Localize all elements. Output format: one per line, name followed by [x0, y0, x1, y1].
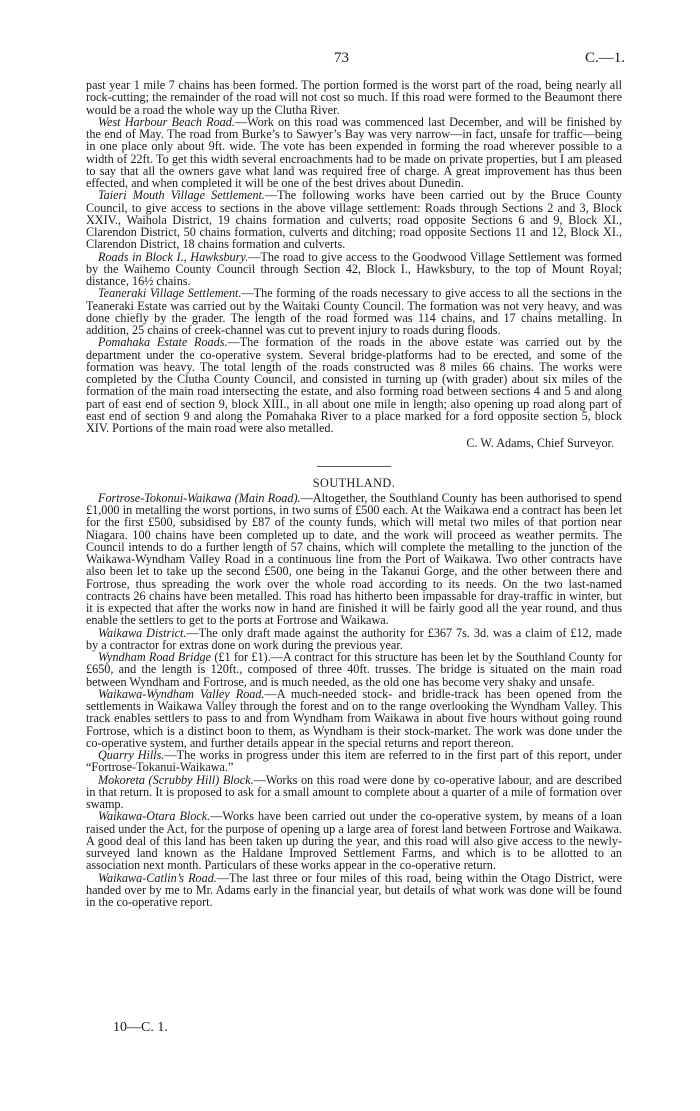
section-title: SOUTHLAND.	[312, 475, 396, 490]
paragraph-heading: West Harbour Beach Road.	[98, 114, 235, 129]
paragraph-heading: Waikawa-Otara Block.	[98, 809, 211, 824]
section-divider	[317, 466, 391, 467]
paragraph: Mokoreta (Scrubby Hill) Block.—Works on this road were done by co-operative labour, and are described in that return. It is proposed to ask for a small amount to complete about a quarter of a mile of formation over swamp.	[86, 772, 623, 811]
paragraph-heading: Taieri Mouth Village Settlement.	[98, 188, 265, 203]
paragraph: past year 1 mile 7 chains has been formed. The portion formed is the worst part of the road, being nearly all rock-cutting; the remainder of the road will not cost so much. If this road were formed to the Beaumont there would be a road the whole way up the Clutha River.	[86, 78, 622, 117]
page-body	[86, 79, 622, 908]
paragraph-heading: Mokoreta (Scrubby Hill) Block.	[98, 772, 254, 787]
paragraph-heading: Quarry Hills.	[98, 748, 165, 762]
paragraph-heading: Fortrose-Tokonui-Waikawa (Main Road).	[98, 490, 301, 505]
paragraph: Taieri Mouth Village Settlement.—The following works have been carried out by the Bruce County Council, to give access to sections in the above village settlement: Roads through Sections 2 and 3, Block XXIV., Waihola District, 19 chains formation and culverts; road opposite Sections 6 and 9, Block XI., Clarendon District, 50 chains formation, culverts and ditching; road opposite Sections 11 and 12, Block XI., Clarendon District, 18 chains formation and culverts.	[86, 188, 622, 252]
paragraph: Waikawa District.—The only draft made against the authority for £367 7s. 3d. was a claim of £12, made by a contractor for extras done on work during the previous year.	[86, 625, 623, 652]
paragraph-heading: Waikawa-Catlin’s Road.	[98, 870, 217, 885]
paragraph-heading: Waikawa District.	[98, 625, 187, 640]
paragraph: Fortrose-Tokonui-Waikawa (Main Road).—Altogether, the Southland County has been authorised to spend £1,000 in metalling the worst portions, in two sums of £500 each. At the Waikawa end a contract has been let for the first £500, subsidised by £87 of the county funds, which will metal two miles of that portion near Niagara. 100 chains have been completed up to date, and the work will proceed as weather permits. The Council intends to do a further length of 57 chains, which will complete the metalling to the junction of the Waikawa-Wyndham Valley Road in a continuous line from the Port of Waikawa. Two other contracts have also been let to take up the second £500, one being in the Takanui Gorge, and the other between there and Fortrose, thus spreading the work over the whole road according to its needs. On the two last-named contracts 26 chains have been metalled. This road has hitherto been impassable for dray-traffic in winter, but it is expected that after the works now in hand are finished it will be fairly good all the year round, and thus enable the settlers to get to the ports at Fortrose and Waikawa.	[86, 490, 622, 628]
paragraph-heading: Teaneraki Village Settlement.	[98, 286, 242, 301]
paragraph: Waikawa-Catlin’s Road.—The last three or four miles of this road, being within the Otago District, were handed over by me to Mr. Adams early in the financial year, but details of what work was done will be found in the co-operative report.	[86, 870, 622, 909]
paragraph-heading: Wyndham Road Bridge	[98, 650, 212, 664]
signature-line: C. W. Adams, Chief Surveyor.	[466, 436, 614, 451]
paragraph-heading: Roads in Block I., Hawksbury.	[98, 249, 249, 264]
paragraph: Waikawa-Otara Block.—Works have been carried out under the co-operative system, by means of a loan raised under the Act, for the purpose of opening up a large area of forest land between Fortrose and Waikawa. A good deal of this land has been taken up during the year, and this road will also give access to the newly-surveyed land known as the Haldane Improved Settlement Farms, and which is to be allotted to an association next month. Particulars of these works appear in the co-operative return.	[86, 809, 622, 873]
paragraph: Quarry Hills.—The works in progress under this item are referred to in the first part of this report, under “Fortrose-Tokanui-Waikawa.”	[86, 748, 622, 775]
paragraph: West Harbour Beach Road.—Work on this road was commenced last December, and will be finished by the end of May. The road from Burke’s to Sawyer’s Bay was very narrow—in fact, unsafe for traffic—being in one place only about 9ft. wide. The vote has been expended in forming the road wherever possible to a width of 22ft. To get this width several encroachments had to be made on private properties, but I am pleased to say that all the owners gave what land was required free of charge. A great improvement has thus been effected, and when completed it will be one of the best drives about Dunedin.	[86, 114, 622, 190]
paragraph: Teaneraki Village Settlement.—The forming of the roads necessary to give access to all the sections in the Teaneraki Estate was carried out by the Waitaki County Council. The formation was not very heavy, and was done chiefly by the grader. The length of the road formed was 114 chains, and 17 chains metalling. In addition, 25 chains of creek-channel was cut to prevent injury to roads during floods.	[86, 286, 622, 337]
page-footer: 10—C. 1.	[113, 1020, 168, 1035]
paragraph: Roads in Block I., Hawksbury.—The road to give access to the Goodwood Village Settlement was formed by the Waihemo County Council through Section 42, Block I., Hawksbury, to the top of Mount Royal; distance, 16½ chains.	[86, 249, 623, 288]
paragraph: Wyndham Road Bridge (£1 for £1).—A contract for this structure has been let by the Southland County for £650, and the length is 120ft., composed of three 40ft. trusses. The bridge is situated on the main road between Wyndham and Fortrose, and is much needed, as the old one has become very shaky and unsafe.	[86, 650, 623, 689]
page-header	[0, 50, 700, 72]
page-number: 73	[334, 50, 349, 66]
document-reference: C.—1.	[584, 50, 625, 66]
paragraph-heading: Pomahaka Estate Roads.	[98, 335, 228, 350]
paragraph-heading: Waikawa-Wyndham Valley Road.	[98, 686, 265, 701]
paragraph: Waikawa-Wyndham Valley Road.—A much-needed stock- and bridle-track has been opened from the settlements in Waikawa Valley through the forest and on to the range overlooking the Wyndham Valley. This track enables settlers to pass to and from Wyndham from Waikawa in about five hours without going round Fortrose, which is a distinct boon to them, as Wyndham is their stock-market. The work was done under the co-operative system, and further details appear in the special returns and report thereon.	[86, 686, 622, 750]
paragraph: Pomahaka Estate Roads.—The formation of the roads in the above estate was carried out by the department under the co-operative system. Several bridge-platforms had to be erected, and some of the formation was heavy. The total length of the roads constructed was 8 miles 66 chains. The works were completed by the Clutha County Council, and consisted in turning up (with grader) about six miles of the formation of the main road intersecting the estate, and also forming road between sections 4 and 5 and along part of east end of section 9, block XIII., in all about one mile in length; also opening up road along part of east end of section 9 and along the Pomahaka River to a place marked for a ford opposite section 5, block XIV. Portions of the main road were also metalled.	[86, 335, 623, 435]
